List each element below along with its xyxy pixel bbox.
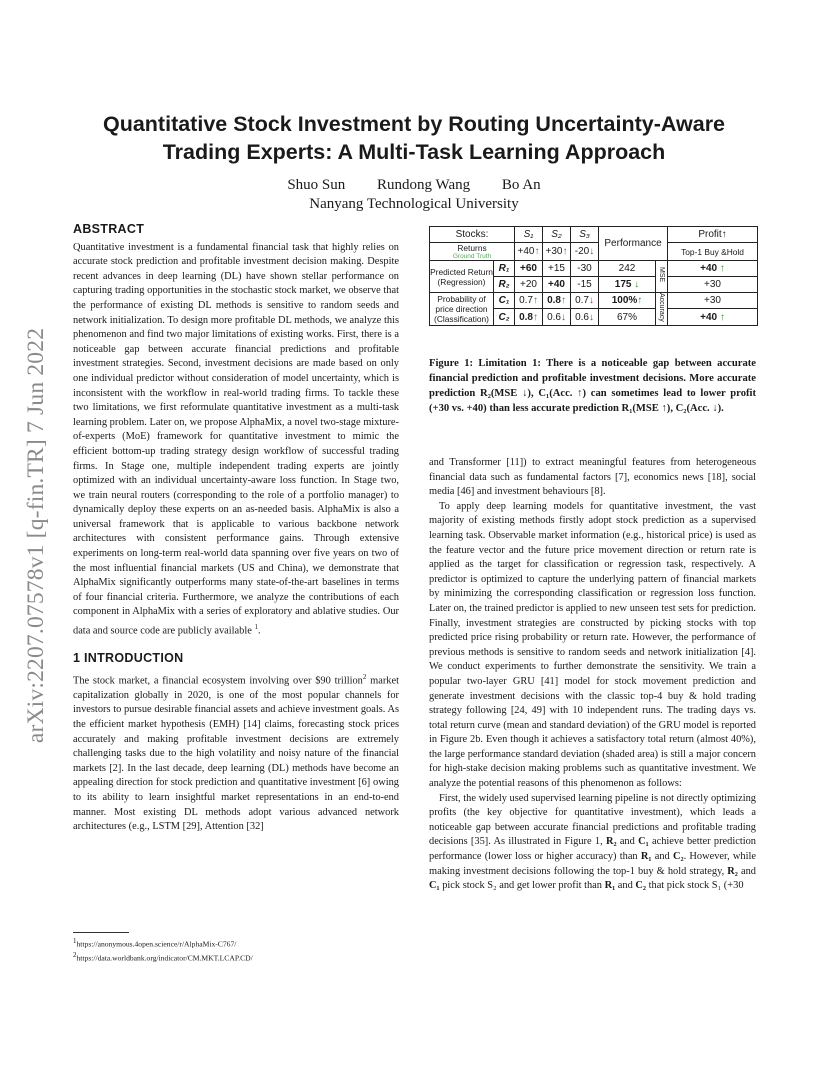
r2-s2: +40 — [543, 277, 571, 293]
model-r2: R₂ — [494, 277, 515, 293]
stocks-label: Stocks: — [430, 227, 515, 243]
paper-title — [70, 110, 758, 166]
footnote-ref: 2 — [362, 672, 367, 681]
arxiv-identifier: arXiv:2207.07578v1 [q-fin.TR] 7 Jun 2022 — [23, 327, 50, 743]
affiliation: Nanyang Technological University — [309, 196, 519, 212]
body-paragraph: To apply deep learning models for quantitative investment, the vast majority of existing methods firstly adopt stock prediction as a supervised learning task. Observable market information (e.g., historical price) is used as the feature vector and the future price movement direction or return rate is applied as the target for classification or regression task, respectively. A predictor is optimized to capture the underlying pattern of financial markets by minimizing the corresponding classification or regression loss function. Later on, the trained predictor is applied to new unseen test sets for prediction. Finally, investment strategies are constructed by picking stocks with top predicted price rising probability or return rate. However, the performance of previous methods is sensitive to random seeds and network initialization [4]. We conduct experiments to further demonstrate the sensitivity. We train a popular two-layer GRU [41] model for stock movement prediction and generate investment decisions with the classic top-4 buy & hold trading strategy following [24, 49] with 10 independent runs. The trading days vs. total return curve (mean and standard deviation) of the GRU model is reported in Figure 2b. Even though it achieves a satisfactory total return (almost 40%), the large performance standard deviation (shaded area) is still a major concern for high-stake decision making problems such as quantitative investment. We analyze the potential reasons of this phenomenon as follows: — [429, 500, 756, 790]
r2-performance: 175 ↓ — [599, 277, 656, 293]
profit-label: Profit↑ — [668, 227, 758, 243]
footnote-1-url: https://anonymous.4open.science/r/AlphaMix-C767/ — [76, 939, 237, 949]
model-r1: R₁ — [494, 261, 515, 277]
c2-s2: 0.6↓ — [543, 309, 571, 325]
table-row — [430, 243, 758, 261]
table-row — [430, 227, 758, 243]
r2-profit: +30 — [668, 277, 758, 293]
r1-s2: +15 — [543, 261, 571, 277]
gt-s3: -20↓ — [571, 243, 599, 261]
strategy-label: Top-1 Buy &Hold — [668, 243, 758, 261]
footnote-1: $^1$https://anonymous.4open.science/r/AlphaMix-C767/ — [73, 937, 237, 949]
probability-label: Probability of price direction (Classification) — [430, 293, 494, 326]
predicted-return-label: Predicted Return (Regression) — [430, 261, 494, 293]
abstract-body: Quantitative investment is a fundamental financial task that highly relies on accurate stock prediction and profitable investment decision making. Despite recent advances in deep learning (DL) have shown stellar performance on capturing trading opportunities in the stochastic stock market, we observe that the performance of existing DL methods is sensitive to random seeds and network initialization. To design more profitable DL methods, we analyze this phenomenon and find two major limitations of existing works. First, there is a noticeable gap between accurate financial predictions and profitable investment strategies. Second, investment decisions are made based on only one individual predictor without consideration of model uncertainty, which is inconsistent with the workflow in real-world trading firms. To tackle these two limitations, we first reformulate quantitative investment as a multi-task learning problem. Later on, we propose AlphaMix, a novel two-stage mixture-of-experts (MoE) framework for quantitative investment to mimic the efficient bottom-up trading strategy design workflow of successful trading firms. In Stage one, multiple independent trading experts are jointly optimized with an individual uncertainty-aware loss function. In Stage two, we train neural routers (corresponding to the role of a portfolio manager) to dynamically deploy these experts on an as-needed basis. AlphaMix is also a universal framework that is applicable to various backbone network architectures with consistent performance gains. Through extensive experiments on long-term real-world data spanning over five years on two of the most influential financial markets (US and China), we demonstrate that AlphaMix significantly outperforms many state-of-the-art baselines in terms of four financial criteria. Furthermore, we analyze the contributions of each component in AlphaMix with a series of exploratory and ablative studies. Our data and source code are publicly available $^1$. — [73, 241, 399, 637]
c2-profit: +40 ↑ — [668, 309, 758, 325]
r1-performance: 242 — [599, 261, 656, 277]
gt-s2: +30↑ — [543, 243, 571, 261]
stock-s2: S₂ — [543, 227, 571, 243]
c2-s1: 0.8↑ — [515, 309, 543, 325]
author-name: Rundong Wang — [377, 177, 471, 193]
c1-performance: 100%↑ — [599, 293, 656, 309]
intro-text: The stock market, a financial ecosystem involving over $90 trillion — [73, 675, 363, 687]
figure-1-caption: Figure 1: Limitation 1: There is a noticeable gap between accurate financial prediction and profitable investment decisions. More accurate prediction R₂(MSE ↓), C₁(Acc. ↑) can sometimes lead to lower profit (+30 vs. +40) than less accurate prediction R₁(MSE ↑), C₂(Acc. ↓). — [429, 358, 756, 414]
intro-paragraph — [73, 670, 399, 835]
c1-s3: 0.7↓ — [571, 293, 599, 309]
right-column — [429, 456, 756, 894]
r1-s3: -30 — [571, 261, 599, 277]
r1-s1: +60 — [515, 261, 543, 277]
c2-s3: 0.6↓ — [571, 309, 599, 325]
intro-text-cont: market capitalization globally in 2020, is one of the most popular channels for investors to pursue desirable financial assets and achieve investment goals. As the efficient market hypothesis (EMH) [14] claims, forecasting stock prices accurately and making profitable investment decisions are extremely challenging tasks due to the high volatility and noisy nature of the financial markets [2]. In the last decade, deep learning (DL) methods have become an appealing direction for stock prediction and quantitative investment [6] owing to its ability to learn insightful market representations in an end-to-end manner. Most existing DL methods adopt various advanced network architectures (e.g., LSTM [29], Attention [32] — [73, 675, 399, 833]
returns-label: Returns Ground Truth — [430, 243, 515, 261]
model-c2: C₂ — [494, 309, 515, 325]
c2-performance: 67% — [599, 309, 656, 325]
mse-label: MSE — [656, 261, 668, 293]
r2-s3: -15 — [571, 277, 599, 293]
author-block — [70, 176, 758, 214]
figure-1-table — [429, 226, 758, 326]
author-name: Shuo Sun — [287, 177, 346, 193]
c1-profit: +30 — [668, 293, 758, 309]
performance-label: Performance — [599, 227, 668, 261]
accuracy-label: Accuracy — [656, 293, 668, 326]
introduction-heading: 1 INTRODUCTION — [73, 651, 184, 666]
table-row — [430, 261, 758, 277]
footnote-rule — [73, 932, 129, 933]
body-paragraph: First, the widely used supervised learning pipeline is not directly optimizing profits (the key objective for quantitative investment), which leads a noticeable gap between accurate financial predictions and profitable trading decisions [35]. As illustrated in Figure 1, R₂ and C₁ achieve better prediction performance (lower loss or higher accuracy) than R₁ and C₂. However, while making investment decisions following the top-1 buy & hold strategy, R₂ and C₁ pick stock S₂ and get lower profit than R₁ and C₂ that pick stock S₁ (+30 — [429, 792, 757, 892]
footnote-2: $^2$https://data.worldbank.org/indicator/CM.MKT.LCAP.CD/ — [73, 950, 253, 963]
footnotes — [73, 932, 399, 963]
arxiv-stamp — [22, 290, 52, 780]
stock-s1: S₁ — [515, 227, 543, 243]
title-line-1: Quantitative Stock Investment by Routing Uncertainty-Aware — [102, 112, 726, 136]
model-c1: C₁ — [494, 293, 515, 309]
footnote-ref: 1 — [254, 623, 258, 632]
author-names — [70, 176, 758, 195]
c1-s2: 0.8↑ — [543, 293, 571, 309]
r2-s1: +20 — [515, 277, 543, 293]
left-column — [73, 222, 399, 835]
title-line-2: Trading Experts: A Multi-Task Learning Approach — [162, 140, 666, 164]
author-name: Bo An — [501, 177, 541, 193]
r1-profit: +40 ↑ — [668, 261, 758, 277]
footnote-2-url: https://data.worldbank.org/indicator/CM.MKT.LCAP.CD/ — [76, 953, 253, 963]
abstract-heading: ABSTRACT — [73, 222, 145, 236]
body-paragraph: and Transformer [11]) to extract meaningful features from heterogeneous financial data such as fundamental factors [7], economics news [18], social media [46] and investment behaviours [8]. — [429, 457, 756, 498]
table-row — [430, 293, 758, 309]
gt-s1: +40↑ — [515, 243, 543, 261]
stock-s3: S₃ — [571, 227, 599, 243]
abstract-text: Quantitative investment is a fundamental financial task that highly relies on accurate stock prediction and profitable investment decision making. Despite recent advances in deep learning (DL) have shown stellar performance on capturing trading opportunities in the stochastic stock market, we observe that the performance of existing DL methods is sensitive to random seeds and network initialization. To design more profitable DL methods, we analyze this phenomenon and find two major limitations of existing works. First, there is a noticeable gap between accurate financial predictions and profitable investment strategies. Second, investment decisions are made based on only one individual predictor without consideration of model uncertainty, which is inconsistent with the workflow in real-world trading firms. To tackle these two limitations, we first reformulate quantitative investment as a multi-task learning problem. Later on, we propose AlphaMix, a novel two-stage mixture-of-experts (MoE) framework for quantitative investment to mimic the efficient bottom-up trading strategy design workflow of successful trading firms. In Stage one, multiple independent trading experts are jointly optimized with an individual uncertainty-aware loss function. In Stage two, we train neural routers (corresponding to the role of a portfolio manager) to dynamically deploy these experts on an as-needed basis. AlphaMix is also a universal framework that is applicable to various backbone network architectures with consistent performance gains. Through extensive experiments on long-term real-world data spanning over five years on two of the most influential financial markets (US and China), we demonstrate that AlphaMix significantly outperforms many state-of-the-art baselines in terms of four financial criteria. Furthermore, we analyze the contributions of each component in AlphaMix with a series of exploratory and ablative studies. Our data and source code are publicly available — [73, 241, 399, 637]
c1-s1: 0.7↑ — [515, 293, 543, 309]
